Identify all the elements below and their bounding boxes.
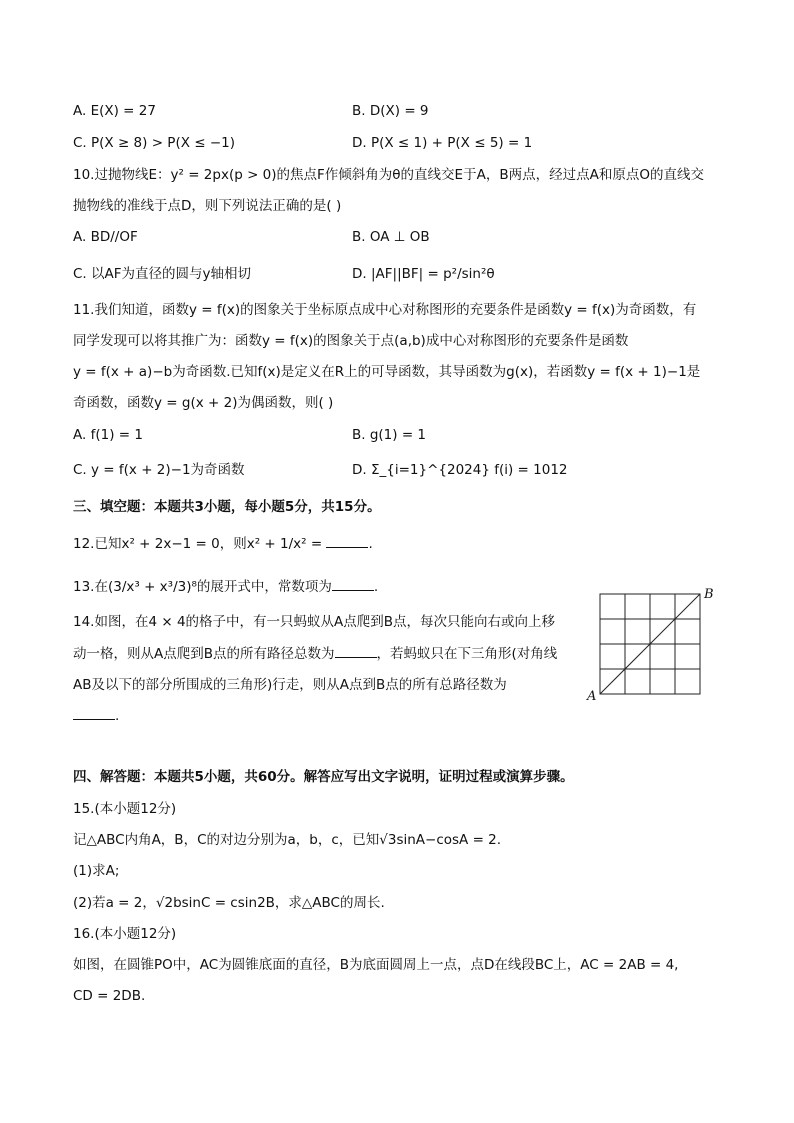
q9-option-d: D. P(X ≤ 1) + P(X ≤ 5) = 1 xyxy=(352,135,533,151)
section-3-heading: 三、填空题：本题共3小题，每小题5分，共15分。 xyxy=(73,499,381,515)
q10-option-b: B. OA ⊥ OB xyxy=(352,229,430,245)
q14-text-2a: 动一格，则从A点爬到B点的所有路径总数为 xyxy=(73,646,335,662)
q9-option-a: A. E(X) = 27 xyxy=(73,103,156,119)
point-a-label: A xyxy=(587,689,597,703)
q12-answer-blank[interactable] xyxy=(326,534,368,548)
q15-title: 15.(本小题12分) xyxy=(73,801,177,817)
q13-end: . xyxy=(373,579,379,595)
q11-stem-line1: 11.我们知道，函数y = f(x)的图象关于坐标原点成中心对称图形的充要条件是函数y = f(x)为奇函数，有 xyxy=(73,302,697,318)
q14-stem-line2 xyxy=(73,644,557,664)
q10-option-d: D. |AF||BF| = p²/sin²θ xyxy=(352,266,495,282)
q12-text: 12.已知x² + 2x−1 = 0，则x² + 1/x² = xyxy=(73,536,323,552)
q11-stem-line4: 奇函数，函数y = g(x + 2)为偶函数，则( ) xyxy=(73,395,334,411)
q13-text: 13.在(3/x³ + x³/3)⁸的展开式中，常数项为 xyxy=(73,579,332,595)
q14-end: . xyxy=(115,708,120,724)
q14-blank-line xyxy=(73,706,119,726)
q11-option-a: A. f(1) = 1 xyxy=(73,427,143,443)
q16-stem-line2: CD = 2DB. xyxy=(73,988,146,1004)
q12-line xyxy=(73,534,373,554)
q10-stem-line2: 抛物线的准线于点D，则下列说法正确的是( ) xyxy=(73,198,342,214)
q11-option-c: C. y = f(x + 2)−1为奇函数 xyxy=(73,462,245,478)
q16-title: 16.(本小题12分) xyxy=(73,926,177,942)
q10-option-c: C. 以AF为直径的圆与y轴相切 xyxy=(73,266,251,282)
q11-stem-line3: y = f(x + a)−b为奇函数.已知f(x)是定义在R上的可导函数，其导函数为g(x)，若函数y = f(x + 1)−1是 xyxy=(73,364,701,380)
q13-answer-blank[interactable] xyxy=(332,577,374,591)
q10-stem-line1: 10.过抛物线E：y² = 2px(p > 0)的焦点F作倾斜角为θ的直线交E于A，B两点，经过点A和原点O的直线交 xyxy=(73,167,704,183)
q14-stem-line3: AB及以下的部分所围成的三角形)行走，则从A点到B点的所有总路径数为 xyxy=(73,677,507,693)
q12-end: . xyxy=(368,536,373,552)
point-b-label: B xyxy=(704,587,714,602)
q15-part-2: (2)若a = 2，√2bsinC = csin2B，求△ABC的周长. xyxy=(73,895,385,911)
q10-option-a: A. BD//OF xyxy=(73,229,138,245)
q15-stem: 记△ABC内角A，B，C的对边分别为a，b，c，已知√3sinA−cosA = 2. xyxy=(73,832,502,848)
q14-answer-blank-1[interactable] xyxy=(335,644,377,658)
q13-line xyxy=(73,577,378,597)
q14-grid-figure xyxy=(582,583,722,703)
q16-stem-line1: 如图，在圆锥PO中，AC为圆锥底面的直径，B为底面圆周上一点，点D在线段BC上，AC = 2AB = 4, xyxy=(73,957,679,973)
q14-stem-line1: 14.如图，在4 × 4的格子中，有一只蚂蚁从A点爬到B点，每次只能向右或向上移 xyxy=(73,614,556,630)
q14-text-2b: ，若蚂蚁只在下三角形(对角线 xyxy=(376,646,558,662)
q11-option-d: D. Σ_{i=1}^{2024} f(i) = 1012 xyxy=(352,462,568,478)
q14-answer-blank-2[interactable] xyxy=(73,706,115,720)
q11-option-b: B. g(1) = 1 xyxy=(352,427,427,443)
q9-option-b: B. D(X) = 9 xyxy=(352,103,429,119)
section-4-heading: 四、解答题：本题共5小题，共60分。解答应写出文字说明，证明过程或演算步骤。 xyxy=(73,769,574,785)
q15-part-1: (1)求A; xyxy=(73,863,120,879)
q11-stem-line2: 同学发现可以将其推广为：函数y = f(x)的图象关于点(a,b)成中心对称图形的充要条件是函数 xyxy=(73,333,629,349)
q9-option-c: C. P(X ≥ 8) > P(X ≤ −1) xyxy=(73,135,236,151)
